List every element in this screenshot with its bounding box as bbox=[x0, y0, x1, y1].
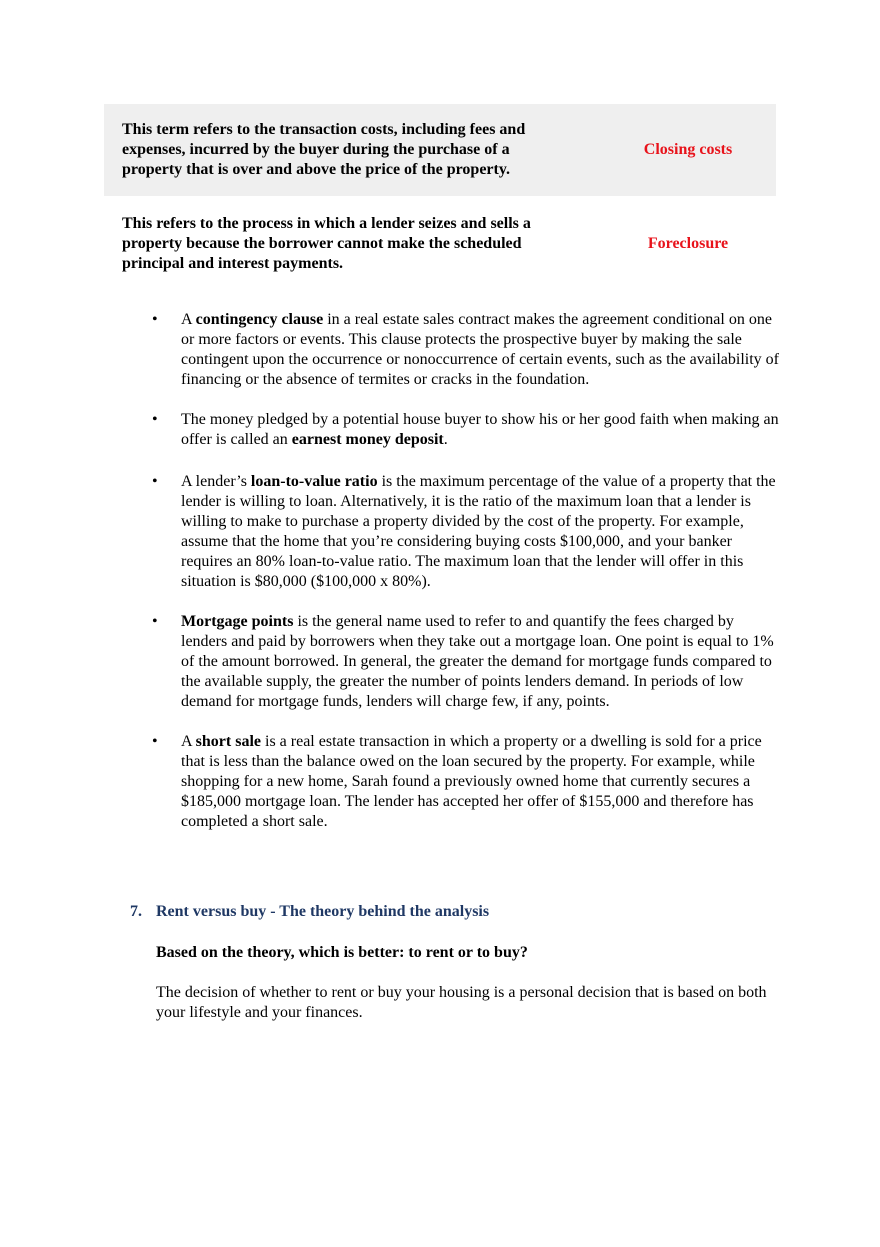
bullet-text-post: is a real estate transaction in which a property or a dwelling is sold for a price that is less than the balance owed on the loan secured by the property. For example, while shopping for a new home, Sarah found a previously owned home that currently secures a $185,000 mortgage loan. The lender has accepted her offer of $155,000 and therefore has completed a short sale. bbox=[181, 733, 762, 830]
bullet-mortgage-points bbox=[148, 612, 780, 712]
bullet-text-post: is the general name used to refer to and quantify the fees charged by lenders and paid by borrowers when they take out a mortgage loan. One point is equal to 1% of the amount borrowed. In general, the greater the demand for mortgage funds compared to the available supply, the greater the number of points lenders demand. In periods of low demand for mortgage funds, lenders will charge few, if any, points. bbox=[181, 613, 774, 710]
bullet-term: Mortgage points bbox=[181, 613, 294, 630]
bullet-loan-to-value-ratio bbox=[148, 472, 780, 592]
term-definition: This refers to the process in which a lender seizes and sells a property because the borrower cannot make the scheduled principal and interest payments. bbox=[122, 215, 531, 272]
section-question: Based on the theory, which is better: to rent or to buy? bbox=[156, 944, 528, 961]
bullet-earnest-money-deposit bbox=[148, 410, 780, 450]
bullet-term: short sale bbox=[195, 733, 261, 750]
definitions-bullet-list bbox=[148, 310, 780, 832]
section-heading bbox=[130, 902, 489, 922]
bullet-term: earnest money deposit bbox=[291, 431, 444, 448]
term-definition-table bbox=[104, 104, 776, 292]
term-definition: This term refers to the transaction costs, including fees and expenses, incurred by the buyer during the purchase of a property that is over and above the price of the property. bbox=[122, 121, 526, 178]
bullet-term: contingency clause bbox=[195, 311, 324, 328]
bullet-text-post: . bbox=[443, 431, 448, 448]
bullet-term: loan-to-value ratio bbox=[250, 473, 378, 490]
section-number: 7. bbox=[130, 903, 142, 920]
term-name: Foreclosure bbox=[647, 235, 729, 252]
section-title: Rent versus buy - The theory behind the analysis bbox=[156, 903, 490, 920]
bullet-text-post: is the maximum percentage of the value of a property that the lender is willing to loan. Alternatively, it is the ratio of the maximum loan that a lender is willing to make to purchase a property divided by the cost of the property. For example, assume that the home that you’re considering buying costs $100,000, and your banker requires an 80% loan-to-value ratio. The maximum loan that the lender will offer in this situation is $80,000 ($100,000 x 80%). bbox=[181, 473, 776, 590]
bullet-short-sale bbox=[148, 732, 780, 832]
bullet-text-pre: A bbox=[181, 733, 196, 750]
bullet-text-post: in a real estate sales contract makes the agreement conditional on one or more factors or events. This clause protects the prospective buyer by making the sale contingent upon the occurrence or nonoccurrence of certain events, such as the availability of financing or the absence of termites or cracks in the foundation. bbox=[181, 311, 779, 388]
term-row-foreclosure bbox=[104, 196, 776, 292]
bullet-text-pre: A bbox=[181, 311, 196, 328]
bullet-text-pre: A lender’s bbox=[181, 473, 251, 490]
term-row-closing-costs bbox=[104, 104, 776, 196]
section-answer: The decision of whether to rent or buy your housing is a personal decision that is based on both your lifestyle and your finances. bbox=[156, 984, 767, 1021]
bullet-contingency-clause bbox=[148, 310, 780, 390]
bullet-text-pre: The money pledged by a potential house buyer to show his or her good faith when making an offer is called an bbox=[181, 411, 779, 448]
term-name: Closing costs bbox=[643, 141, 733, 158]
